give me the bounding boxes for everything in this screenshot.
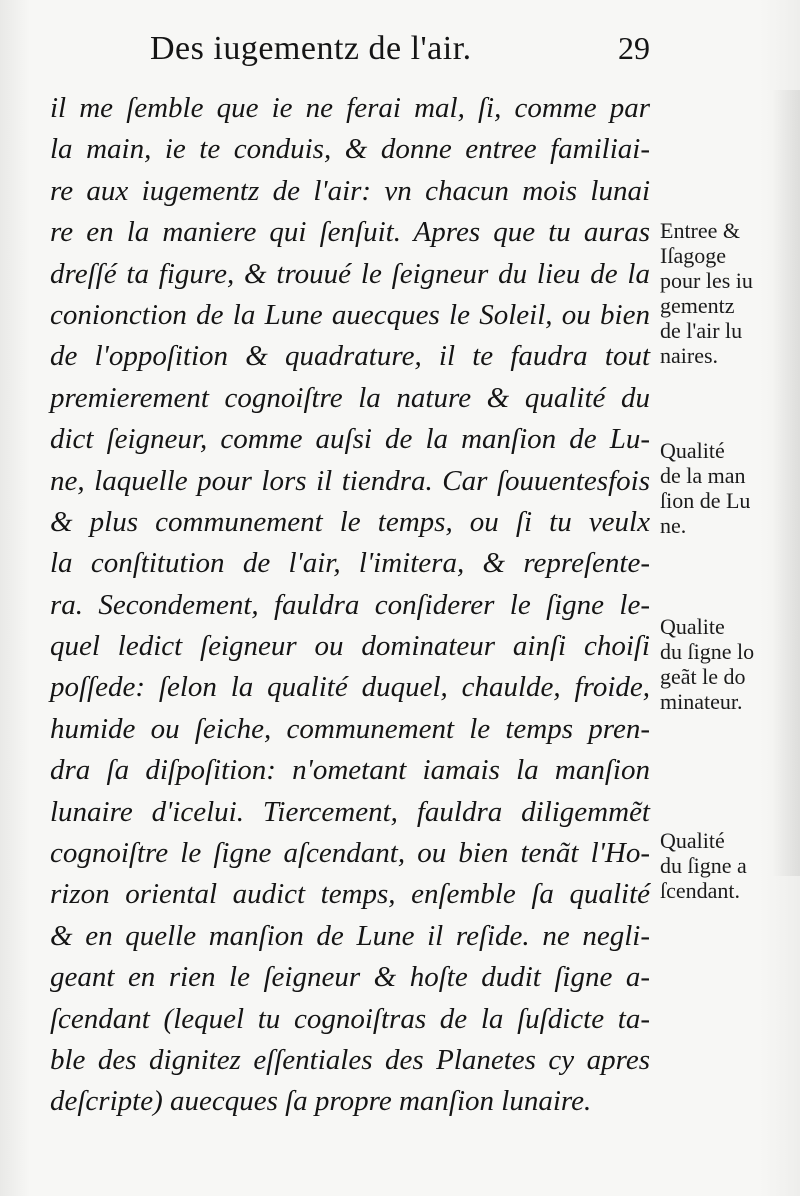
text-line: ble des dignitez eſſentiales des Planetes cy apres <box>50 1043 650 1076</box>
margin-note-line: ſion de Lu <box>660 488 751 513</box>
text-line: conionction de la Lune auecques le Soleil, ou bien <box>50 298 650 331</box>
main-text-block <box>50 88 650 1123</box>
margin-note-line: naires. <box>660 343 719 368</box>
text-line: ra. Secondement, fauldra conſiderer le ſigne le- <box>50 588 650 621</box>
text-line: ne, laquelle pour lors il tiendra. Car ſouuentesfois <box>50 464 650 497</box>
text-line: & en quelle manſion de Lune il reſide. ne negli- <box>50 919 650 952</box>
margin-note-line: Qualité <box>660 828 725 853</box>
running-head <box>150 30 670 80</box>
text-line: humide ou ſeiche, communement le temps pren- <box>50 712 650 745</box>
margin-note-line: minateur. <box>660 689 743 714</box>
margin-note-line: de l'air lu <box>660 318 743 343</box>
text-line: cognoiſtre le ſigne aſcendant, ou bien tenãt l'Ho- <box>50 837 650 870</box>
text-line: ſcendant (lequel tu cognoiſtras de la ſuſdicte ta- <box>50 1002 650 1035</box>
text-line: rizon oriental audict temps, enſemble ſa qualité <box>50 878 650 911</box>
text-line: premierement cognoiſtre la nature & qualité du <box>50 381 650 414</box>
text-line: la main, ie te conduis, & donne entree familiai- <box>50 133 650 166</box>
margin-note-line: Qualité <box>660 438 725 463</box>
text-line: quel ledict ſeigneur ou dominateur ainſi choiſi <box>50 630 650 663</box>
text-line: dreſſé ta figure, & trouué le ſeigneur du lieu de la <box>50 257 650 290</box>
margin-note-line: ne. <box>660 513 687 538</box>
text-line: il me ſemble que ie ne ferai mal, ſi, comme par <box>50 92 650 124</box>
margin-note-line: de la man <box>660 463 746 488</box>
margin-note-line: du ſigne a <box>660 853 747 878</box>
text-line: poſſede: ſelon la qualité duquel, chaulde, froide, <box>50 671 650 704</box>
text-line: re en la maniere qui ſenſuit. Apres que tu auras <box>50 216 650 249</box>
margin-note-line: Qualite <box>660 614 725 639</box>
text-line: geant en rien le ſeigneur & hoſte dudit ſigne a- <box>50 961 650 994</box>
text-line: dict ſeigneur, comme auſsi de la manſion de Lu- <box>50 423 650 456</box>
margin-note-line: gementz <box>660 293 735 318</box>
text-line: la conſtitution de l'air, l'imitera, & repreſente- <box>50 547 650 580</box>
text-line: dra ſa diſpoſition: n'ometant iamais la manſion <box>50 754 650 787</box>
margin-note-line: pour les iu <box>660 268 753 293</box>
margin-note-line: Entree & <box>660 218 741 243</box>
text-line: deſcripte) auecques ſa propre manſion lunaire. <box>50 1085 592 1118</box>
text-line: re aux iugementz de l'air: vn chacun mois lunai <box>50 174 650 207</box>
margin-note-line: ſcendant. <box>660 878 741 903</box>
text-line: & plus communement le temps, ou ſi tu veulx <box>50 505 650 538</box>
text-line: lunaire d'icelui. Tiercement, fauldra diligemmẽt <box>50 795 650 828</box>
running-title: Des iugementz de l'air. <box>150 30 472 67</box>
page-number: 29 <box>618 30 650 66</box>
margin-note-line: Iſagoge <box>660 243 726 268</box>
text-line: de l'oppoſition & quadrature, il te faudra tout <box>50 340 650 373</box>
facing-page-shadow <box>772 90 800 876</box>
margin-note-line: du ſigne lo <box>660 639 755 664</box>
margin-note-line: geãt le do <box>660 664 746 689</box>
